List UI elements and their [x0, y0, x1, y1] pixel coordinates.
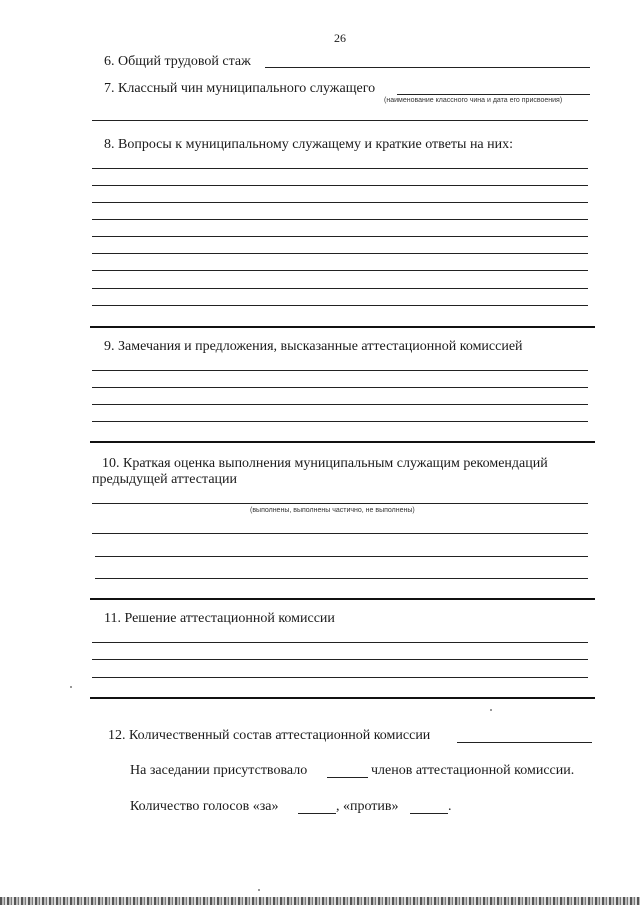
item8-answer-line[interactable]: [92, 168, 588, 169]
item7-fill-line[interactable]: [397, 94, 590, 95]
votes-prefix: Количество голосов «за»: [130, 799, 279, 814]
item11-answer-line[interactable]: [92, 659, 588, 660]
item8-answer-line[interactable]: [92, 219, 588, 220]
item7-label: 7. Классный чин муниципального служащего: [104, 81, 376, 96]
item9-answer-line[interactable]: [92, 421, 588, 422]
attendance-suffix: членов аттестационной комиссии.: [371, 763, 575, 778]
item8-answer-line[interactable]: [92, 305, 588, 306]
item9-answer-line[interactable]: [92, 404, 588, 405]
item6-fill-line[interactable]: [265, 67, 590, 68]
item10-fill-line[interactable]: [92, 503, 588, 504]
attendance-prefix: На заседании присутствовало: [130, 763, 308, 778]
item10-hint: (выполнены, выполнены частично, не выполнены): [250, 507, 415, 514]
item8-answer-line[interactable]: [92, 270, 588, 271]
votes-end: .: [448, 799, 452, 814]
scan-speck: [490, 709, 492, 711]
item8-answer-line[interactable]: [92, 236, 588, 237]
section-divider: [90, 441, 595, 443]
item9-answer-line[interactable]: [92, 370, 588, 371]
scan-edge: [0, 897, 640, 905]
item6-label: 6. Общий трудовой стаж: [104, 54, 251, 69]
item11-answer-line[interactable]: [92, 642, 588, 643]
item10-label-line1: 10. Краткая оценка выполнения муниципальным служащим рекомендаций: [102, 456, 548, 471]
scan-speck: [258, 889, 260, 891]
item10-answer-line[interactable]: [95, 556, 588, 557]
item9-answer-line[interactable]: [92, 387, 588, 388]
item12-fill-line[interactable]: [457, 742, 592, 743]
scan-speck: [70, 686, 72, 688]
item7-hint: (наименование классного чина и дата его присвоения): [384, 97, 563, 104]
page-number: 26: [334, 31, 346, 45]
item8-answer-line[interactable]: [92, 253, 588, 254]
item8-answer-line[interactable]: [92, 202, 588, 203]
item11-label: 11. Решение аттестационной комиссии: [104, 611, 335, 626]
attendance-count-field[interactable]: [327, 777, 368, 778]
item8-label: 8. Вопросы к муниципальному служащему и краткие ответы на них:: [104, 137, 514, 152]
votes-separator: , «против»: [336, 799, 399, 814]
section-divider: [90, 598, 595, 600]
item10-label-line2: предыдущей аттестации: [92, 472, 238, 487]
item8-answer-line[interactable]: [92, 288, 588, 289]
section-divider: [90, 697, 595, 699]
votes-for-field[interactable]: [298, 813, 336, 814]
item7-extra-line[interactable]: [92, 120, 588, 121]
item8-answer-line[interactable]: [92, 185, 588, 186]
votes-against-field[interactable]: [410, 813, 448, 814]
section-divider: [90, 326, 595, 328]
item12-label: 12. Количественный состав аттестационной комиссии: [108, 728, 431, 743]
item11-answer-line[interactable]: [92, 677, 588, 678]
item10-answer-line[interactable]: [92, 533, 588, 534]
item9-label: 9. Замечания и предложения, высказанные аттестационной комиссией: [104, 339, 523, 354]
item10-answer-line[interactable]: [95, 578, 588, 579]
